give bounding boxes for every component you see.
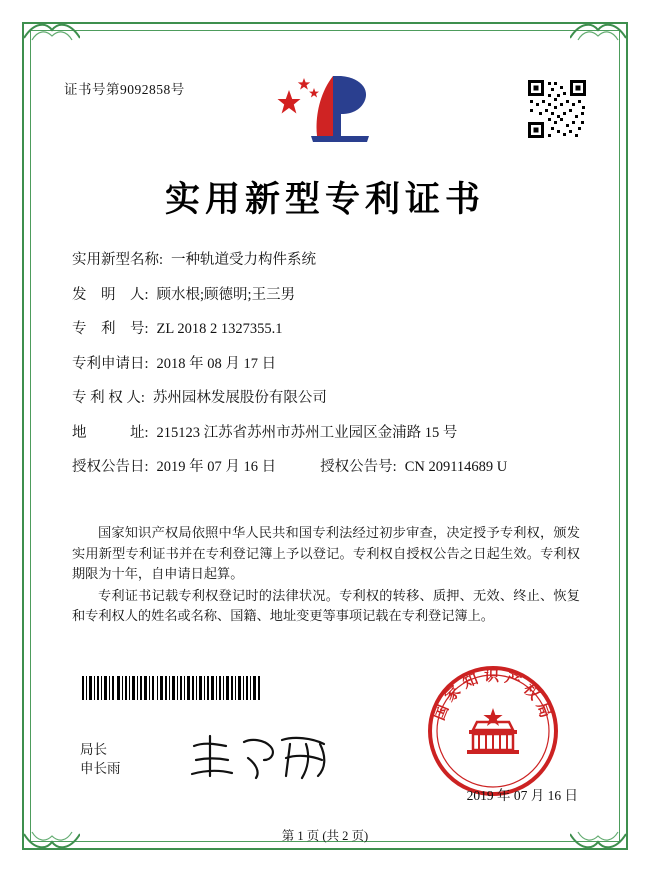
corner-ornament-icon xyxy=(570,20,626,46)
certificate-fields xyxy=(72,250,582,492)
grant-number-value: CN 209114689 U xyxy=(404,459,508,475)
grant-number-label: 授权公告号: xyxy=(320,459,397,475)
field-row xyxy=(72,285,582,305)
legal-text xyxy=(72,523,580,628)
field-row xyxy=(72,250,582,270)
field-label: 地 址: xyxy=(72,424,149,441)
legal-paragraph: 专利证书记载专利权登记时的法律状况。专利权的转移、质押、无效、终止、恢复和专利权人的姓名或名称、国籍、地址变更等事项记载在专利登记簿上。 xyxy=(72,587,580,623)
field-value: 215123 江苏省苏州市苏州工业园区金浦路 15 号 xyxy=(156,424,458,441)
field-value: 2018 年 08 月 17 日 xyxy=(156,355,277,372)
page-title: 实用新型专利证书 xyxy=(164,179,485,220)
certificate-number: 证书号第9092858号 xyxy=(64,82,185,97)
field-row-grant xyxy=(72,457,582,477)
field-value: 苏州园林发展股份有限公司 xyxy=(152,390,327,406)
grant-date-label: 授权公告日: xyxy=(72,459,149,475)
field-value: 一种轨道受力构件系统 xyxy=(171,252,317,268)
field-row xyxy=(72,319,582,339)
handwritten-signature-icon xyxy=(186,730,336,786)
field-value: 顾水根;顾德明;王三男 xyxy=(156,286,296,303)
official-seal xyxy=(424,662,562,800)
qr-code-icon xyxy=(526,78,588,140)
grant-date-value: 2019 年 07 月 16 日 xyxy=(156,459,277,475)
signatory-block xyxy=(80,740,121,778)
field-label: 实用新型名称: xyxy=(72,252,164,268)
field-value: ZL 2018 2 1327355.1 xyxy=(156,321,283,337)
page-footer: 第 1 页 (共 2 页) xyxy=(281,829,369,843)
field-label: 发 明 人: xyxy=(72,286,149,303)
field-label: 专利申请日: xyxy=(72,355,149,372)
corner-ornament-icon xyxy=(24,20,80,46)
barcode-icon xyxy=(82,676,260,700)
field-label: 专 利 号: xyxy=(72,321,149,337)
svg-text:国家知识产权局: 国家知识产权局 xyxy=(429,666,557,725)
grant-number-group xyxy=(320,457,507,477)
field-row xyxy=(72,354,582,374)
field-row xyxy=(72,423,582,443)
field-row xyxy=(72,388,582,408)
signatory-title: 局长 xyxy=(80,742,107,757)
cnipa-logo-icon xyxy=(271,68,379,144)
legal-paragraph: 国家知识产权局依照中华人民共和国专利法经过初步审查，决定授予专利权，颁发实用新型专利证书并在专利登记簿上予以登记。专利权自授权公告之日起生效。专利权期限为十年，自申请日起算。 xyxy=(72,525,580,581)
seal-date: 2019 年 07 月 16 日 xyxy=(466,788,578,803)
signatory-name: 申长雨 xyxy=(80,761,121,776)
field-label: 专 利 权 人: xyxy=(72,390,145,406)
